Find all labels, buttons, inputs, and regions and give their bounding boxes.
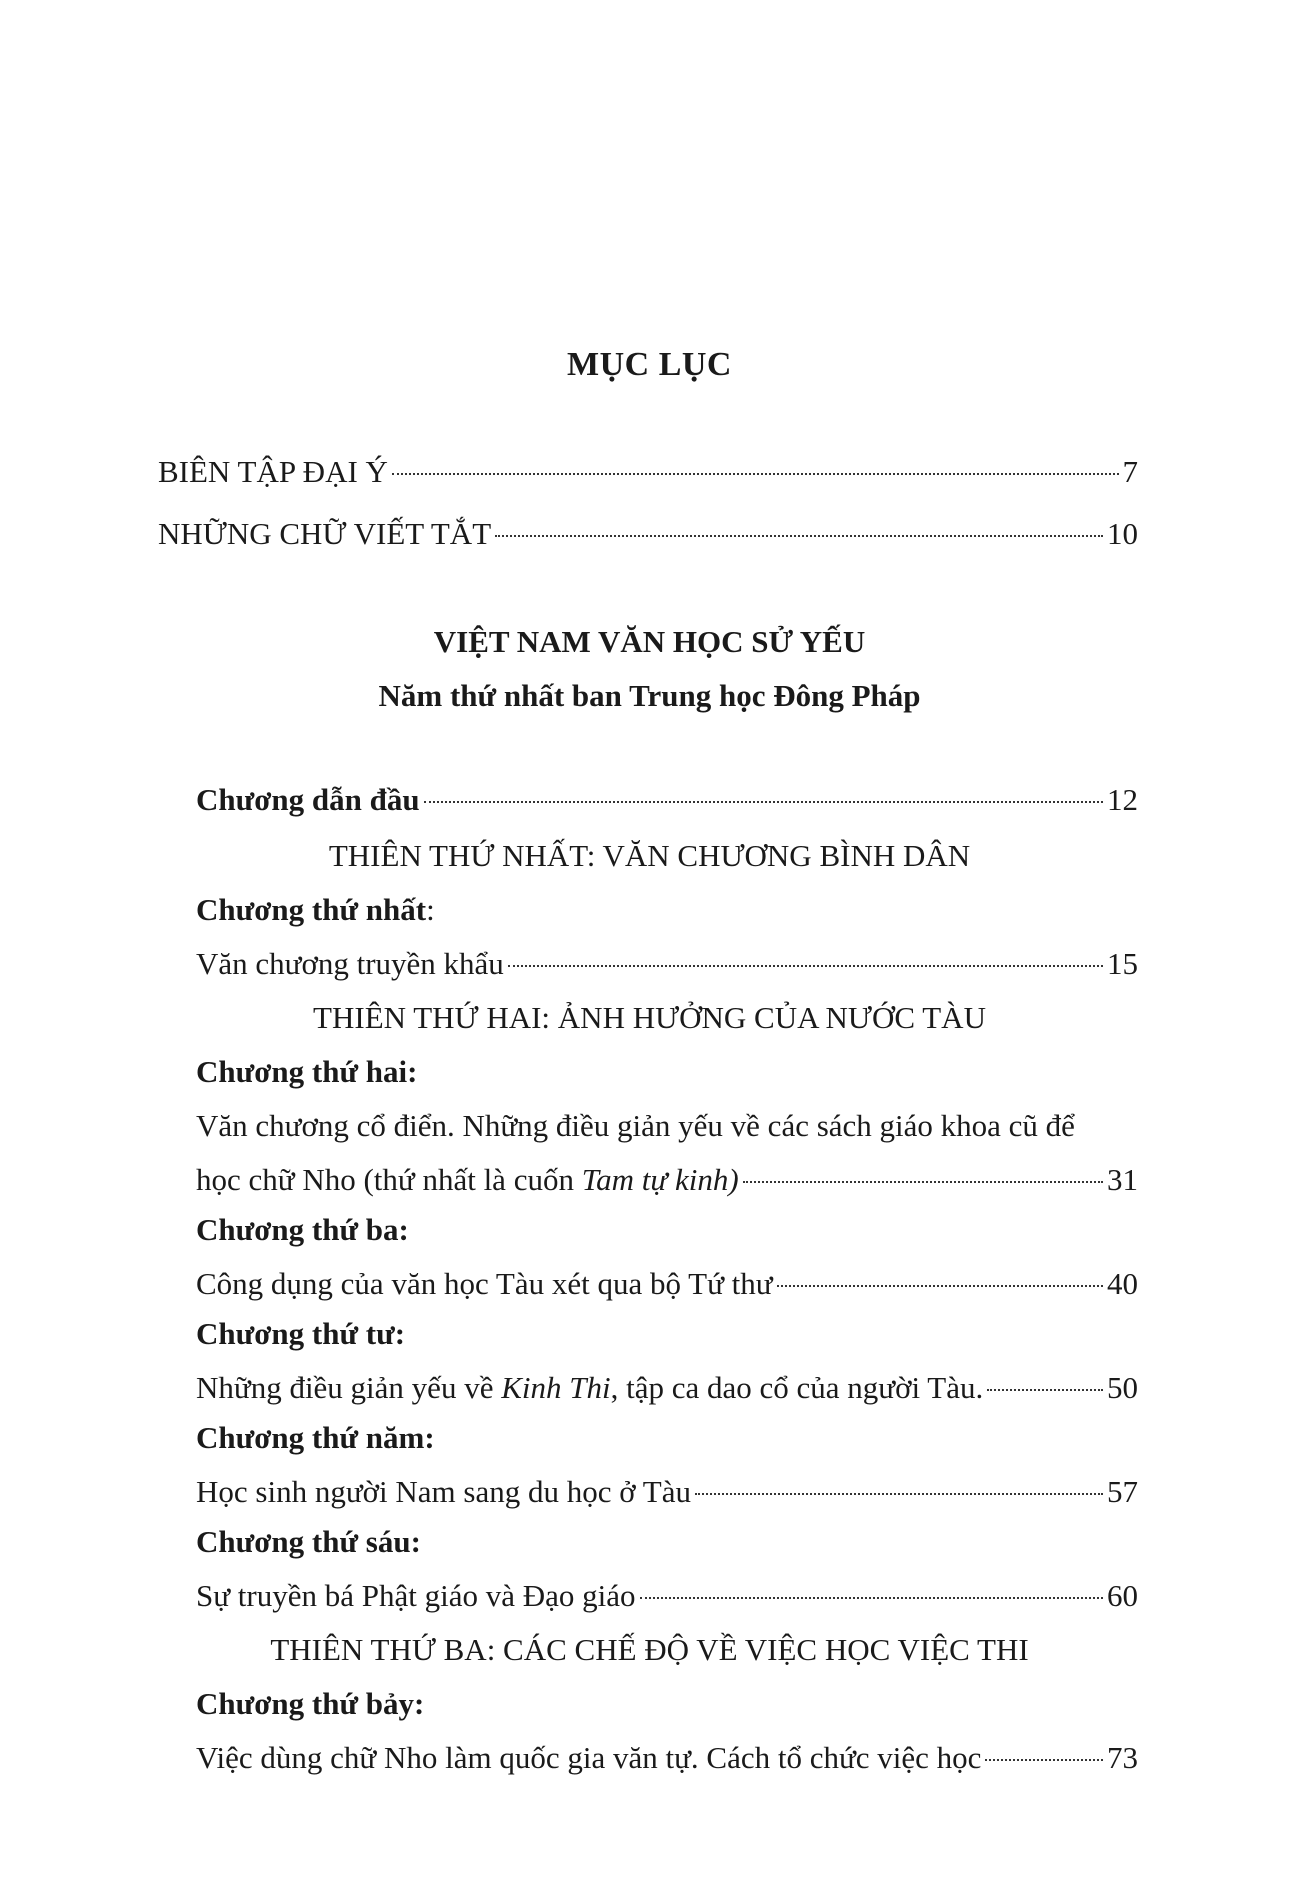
entry-label xyxy=(196,1368,983,1408)
toc-entry-chapter-5[interactable] xyxy=(196,1472,1138,1512)
chapter-heading-5: Chương thứ năm: xyxy=(196,1420,435,1455)
toc-entry-chapter-7[interactable] xyxy=(196,1738,1138,1778)
entry-page: 40 xyxy=(1107,1266,1138,1301)
entry-label: Việc dùng chữ Nho làm quốc gia văn tự. Cách tổ chức việc học xyxy=(196,1740,982,1775)
entry-page: 7 xyxy=(1122,454,1138,489)
chapter-heading-text: Chương thứ nhất xyxy=(196,892,427,927)
part-title-1: THIÊN THỨ NHẤT: VĂN CHƯƠNG BÌNH DÂN xyxy=(328,838,971,873)
chapter-heading-3: Chương thứ ba: xyxy=(196,1212,409,1247)
entry-page: 31 xyxy=(1107,1162,1138,1197)
entry-page: 73 xyxy=(1107,1740,1138,1775)
entry-page: 57 xyxy=(1107,1474,1138,1509)
dot-leader xyxy=(392,473,1119,475)
entry-label: Chương dẫn đầu xyxy=(196,782,420,817)
dot-leader xyxy=(640,1597,1103,1599)
entry-page: 10 xyxy=(1107,516,1138,551)
dot-leader xyxy=(495,535,1103,537)
part-title-3: THIÊN THỨ BA: CÁC CHẾ ĐỘ VỀ VIỆC HỌC VIỆC THI xyxy=(270,1632,1029,1667)
entry-label-italic: Tam tự kinh) xyxy=(581,1162,739,1197)
dot-leader xyxy=(508,965,1103,967)
entry-label: NHỮNG CHỮ VIẾT TẮT xyxy=(158,516,492,551)
book-subtitle: Năm thứ nhất ban Trung học Đông Pháp xyxy=(378,678,921,713)
entry-label-text-end: , tập ca dao cổ của người Tàu. xyxy=(610,1370,984,1405)
entry-page: 60 xyxy=(1107,1578,1138,1613)
chapter-heading-6: Chương thứ sáu: xyxy=(196,1524,421,1559)
entry-label-italic: Kinh Thi xyxy=(501,1370,611,1405)
book-title: VIỆT NAM VĂN HỌC SỬ YẾU xyxy=(433,624,866,659)
entry-label xyxy=(196,1160,739,1200)
chapter-heading-2: Chương thứ hai: xyxy=(196,1054,418,1089)
dot-leader xyxy=(985,1759,1103,1761)
dot-leader xyxy=(695,1493,1103,1495)
entry-label-text: học chữ Nho (thứ nhất là cuốn xyxy=(196,1162,582,1197)
chapter-heading-1 xyxy=(196,890,435,930)
toc-entry-chapter-6[interactable] xyxy=(196,1576,1138,1616)
entry-page: 15 xyxy=(1107,946,1138,981)
entry-label: BIÊN TẬP ĐẠI Ý xyxy=(158,454,388,489)
toc-entry-chu-viet-tat[interactable] xyxy=(158,514,1138,554)
page-title: MỤC LỤC xyxy=(567,346,732,383)
dot-leader xyxy=(777,1285,1103,1287)
chapter-heading-colon: : xyxy=(426,892,435,927)
entry-page: 12 xyxy=(1107,782,1138,817)
entry-label-text: Những điều giản yếu về xyxy=(196,1370,502,1405)
chapter-heading-4: Chương thứ tư: xyxy=(196,1316,406,1351)
entry-label: Công dụng của văn học Tàu xét qua bộ Tứ thư xyxy=(196,1266,773,1301)
dot-leader xyxy=(743,1181,1103,1183)
entry-label: Sự truyền bá Phật giáo và Đạo giáo xyxy=(196,1578,636,1613)
toc-entry-chapter-4[interactable] xyxy=(196,1368,1138,1408)
entry-label: Văn chương truyền khẩu xyxy=(196,946,504,981)
part-title-2: THIÊN THỨ HAI: ẢNH HƯỞNG CỦA NƯỚC TÀU xyxy=(313,1000,986,1035)
toc-entry-chapter-2[interactable] xyxy=(196,1160,1138,1200)
entry-page: 50 xyxy=(1107,1370,1138,1405)
toc-entry-bien-tap[interactable] xyxy=(158,452,1138,492)
toc-entry-chuong-dan-dau[interactable] xyxy=(196,780,1138,820)
toc-entry-chapter-3[interactable] xyxy=(196,1264,1138,1304)
dot-leader xyxy=(987,1389,1103,1391)
chapter-heading-7: Chương thứ bảy: xyxy=(196,1686,425,1721)
dot-leader xyxy=(424,801,1103,803)
entry-line-chapter-2: Văn chương cổ điển. Những điều giản yếu về các sách giáo khoa cũ để xyxy=(196,1108,1075,1143)
entry-label: Học sinh người Nam sang du học ở Tàu xyxy=(196,1474,692,1509)
toc-entry-chapter-1[interactable] xyxy=(196,944,1138,984)
